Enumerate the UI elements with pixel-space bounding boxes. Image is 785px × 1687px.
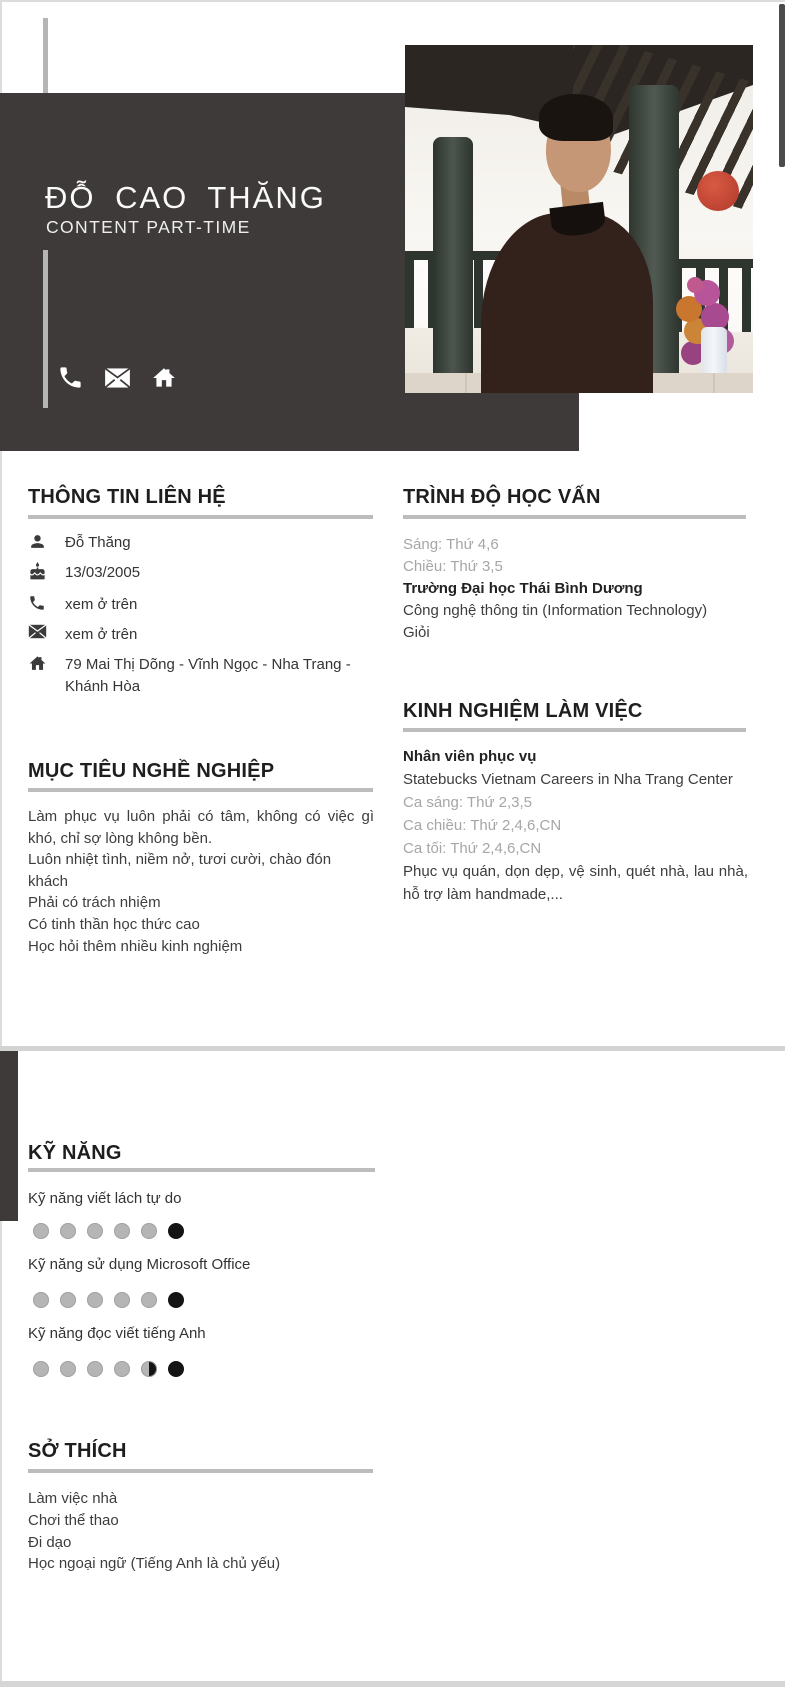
skill-dot-gray — [87, 1292, 103, 1308]
experience-heading: KINH NGHIỆM LÀM VIỆC — [403, 700, 643, 722]
hobbies-list — [28, 1488, 374, 1575]
contact-birthday-value: 13/03/2005 — [65, 564, 141, 581]
contact-row-birthday — [28, 562, 140, 584]
page-break-divider — [0, 1046, 785, 1051]
education-heading: TRÌNH ĐỘ HỌC VẤN — [403, 486, 601, 508]
photo-flowers — [687, 277, 703, 293]
objective-rule — [28, 788, 373, 792]
skill-dot-gray — [87, 1223, 103, 1239]
candidate-title: CONTENT PART-TIME — [46, 217, 251, 237]
photo-person-body — [481, 213, 653, 393]
skill-dot-gray — [114, 1292, 130, 1308]
skill-rating — [33, 1292, 184, 1308]
experience-shift-afternoon: Ca chiều: Thứ 2,4,6,CN — [403, 817, 562, 834]
email-icon — [28, 624, 47, 643]
education-block — [403, 534, 748, 644]
photo-lantern — [697, 171, 739, 211]
skill-dot-filled — [168, 1223, 184, 1239]
email-icon — [104, 367, 131, 389]
objective-heading: MỤC TIÊU NGHỀ NGHIỆP — [28, 760, 275, 782]
photo-railing-right — [673, 259, 753, 332]
contact-row-email — [28, 624, 137, 646]
experience-description: Phục vụ quán, dọn dẹp, vệ sinh, quét nhà, lau nhà, hỗ trợ làm handmade,... — [403, 863, 748, 903]
hobbies-heading: SỞ THÍCH — [28, 1440, 127, 1462]
skill-dot-gray — [60, 1223, 76, 1239]
skill-label: Kỹ năng đọc viết tiếng Anh — [28, 1325, 206, 1342]
skill-dot-gray — [33, 1292, 49, 1308]
hobby-item: Học ngoại ngữ (Tiếng Anh là chủ yếu) — [28, 1555, 281, 1573]
skill-dot-gray — [33, 1223, 49, 1239]
photo-pillar-left — [433, 137, 473, 393]
skill-dot-filled — [168, 1361, 184, 1377]
objective-text — [28, 806, 374, 957]
contact-email-value: xem ở trên — [65, 626, 138, 643]
photo-person-hair — [539, 94, 613, 141]
skill-dot-filled — [168, 1292, 184, 1308]
cake-icon — [28, 562, 47, 581]
skill-dot-gray — [141, 1292, 157, 1308]
education-school: Trường Đại học Thái Bình Dương — [403, 580, 643, 597]
contact-name-value: Đỗ Thăng — [65, 534, 131, 551]
skill-rating — [33, 1361, 184, 1377]
education-major: Công nghệ thông tin (Information Technology) — [403, 602, 708, 619]
contact-row-address — [28, 654, 360, 698]
profile-photo — [405, 45, 753, 393]
experience-shift-evening: Ca tối: Thứ 2,4,6,CN — [403, 840, 542, 857]
skill-dot-gray — [141, 1223, 157, 1239]
objective-line: Luôn nhiệt tình, niềm nở, tươi cười, chào đón khách — [28, 851, 332, 890]
education-schedule-morning: Sáng: Thứ 4,6 — [403, 536, 499, 553]
contact-heading: THÔNG TIN LIÊN HỆ — [28, 486, 226, 508]
skills-rule — [28, 1168, 375, 1172]
skill-label: Kỹ năng sử dụng Microsoft Office — [28, 1256, 251, 1273]
objective-line: Phải có trách nhiệm — [28, 894, 161, 912]
hobbies-rule — [28, 1469, 373, 1473]
experience-role: Nhân viên phục vụ — [403, 748, 537, 765]
contact-phone-value: xem ở trên — [65, 596, 138, 613]
objective-line: Làm phục vụ luôn phải có tâm, không có việc gì khó, chỉ sợ lòng không bền. — [28, 808, 374, 847]
education-rule — [403, 515, 746, 519]
skills-heading: KỸ NĂNG — [28, 1142, 122, 1164]
home-icon — [28, 654, 47, 673]
scrollbar-thumb[interactable] — [779, 4, 785, 167]
contact-rule — [28, 515, 373, 519]
contact-row-phone — [28, 594, 137, 616]
candidate-name: ĐỖ CAO THĂNG — [45, 180, 326, 215]
hobby-item: Đi dạo — [28, 1533, 72, 1551]
accent-line-bottom — [43, 250, 48, 408]
skill-dot-gray — [60, 1361, 76, 1377]
phone-icon — [57, 364, 84, 391]
skill-dot-half — [141, 1361, 157, 1377]
header-contact-icons — [57, 364, 177, 391]
contact-row-name — [28, 532, 131, 554]
skill-rating — [33, 1223, 184, 1239]
page-bottom-strip — [0, 1681, 785, 1687]
education-grade: Giỏi — [403, 624, 430, 641]
objective-line: Có tinh thần học thức cao — [28, 915, 200, 933]
page2-dark-edge-bar — [0, 1051, 18, 1221]
phone-icon — [28, 594, 47, 613]
hobby-item: Chơi thể thao — [28, 1511, 119, 1529]
photo-vase — [701, 327, 727, 379]
education-schedule-afternoon: Chiều: Thứ 3,5 — [403, 558, 503, 575]
hobby-item: Làm việc nhà — [28, 1490, 118, 1507]
page-top-border — [0, 0, 785, 2]
experience-shift-morning: Ca sáng: Thứ 2,3,5 — [403, 794, 533, 811]
contact-address-value: 79 Mai Thị Dõng - Vĩnh Ngọc - Nha Trang - Khánh Hòa — [65, 656, 351, 695]
objective-line: Học hỏi thêm nhiều kinh nghiệm — [28, 937, 243, 955]
skill-dot-gray — [60, 1292, 76, 1308]
experience-block — [403, 745, 748, 906]
skill-label: Kỹ năng viết lách tự do — [28, 1190, 182, 1207]
skill-dot-gray — [114, 1223, 130, 1239]
experience-company: Statebucks Vietnam Careers in Nha Trang Center — [403, 771, 733, 788]
home-icon — [151, 365, 177, 391]
skill-dot-gray — [33, 1361, 49, 1377]
person-icon — [28, 532, 47, 551]
experience-rule — [403, 728, 746, 732]
skill-dot-gray — [87, 1361, 103, 1377]
skill-dot-gray — [114, 1361, 130, 1377]
